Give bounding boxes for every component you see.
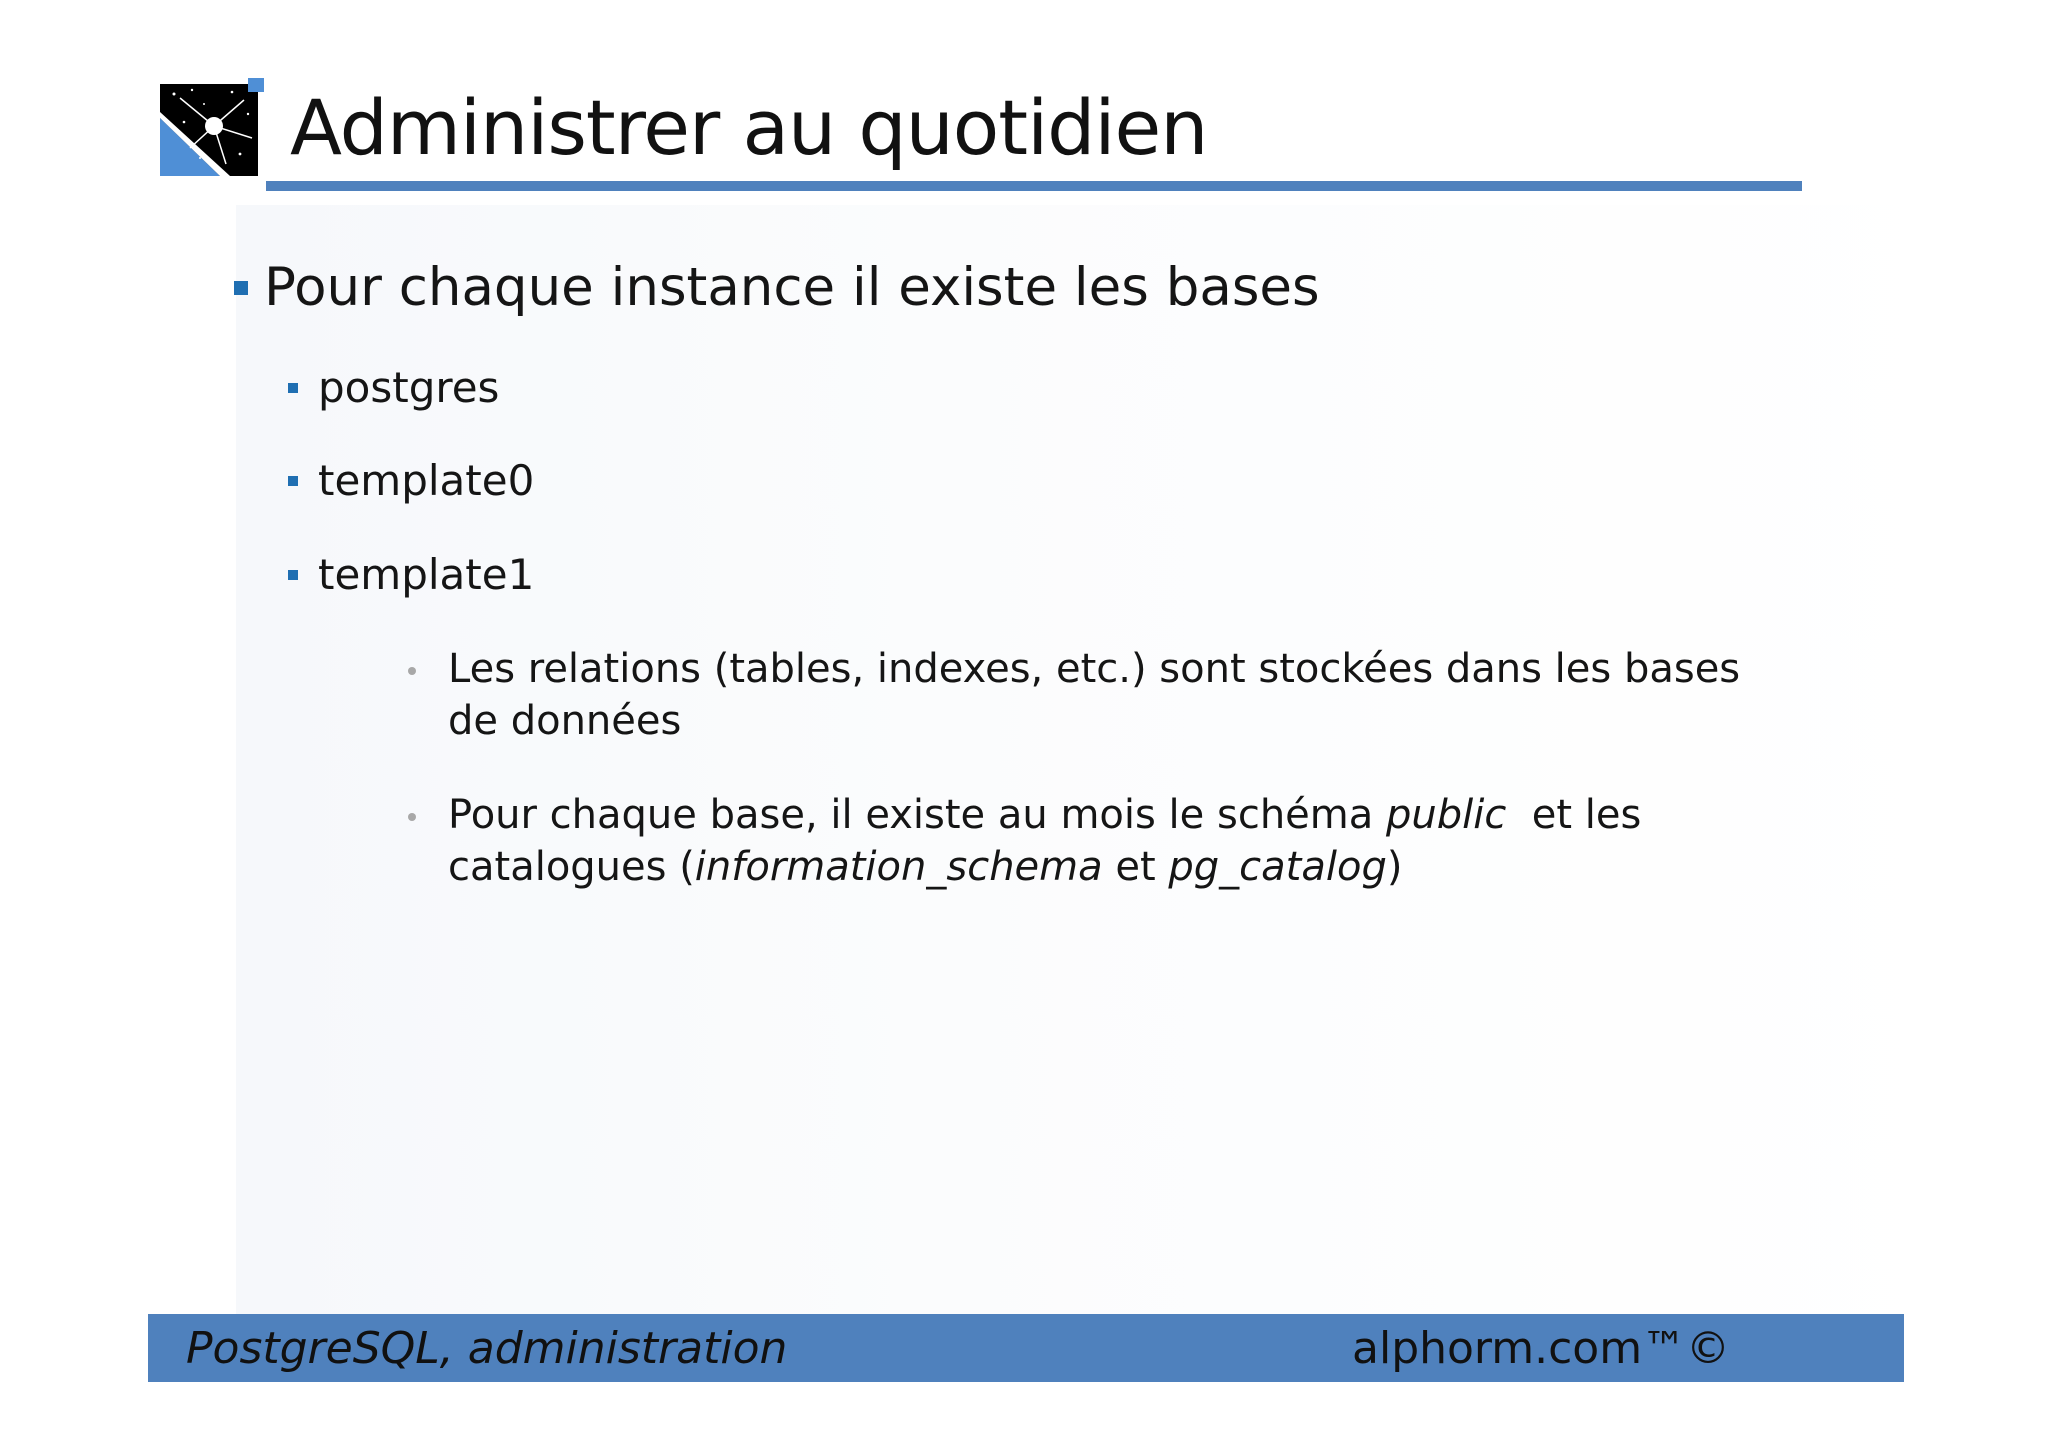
note-relations-line2: de données	[448, 698, 682, 744]
catalog-information-schema-term: information_schema	[694, 844, 1103, 890]
starfield-logo-icon	[160, 78, 264, 176]
bullet-dot-icon	[408, 667, 416, 675]
bullet-square-icon	[288, 383, 298, 393]
catalog-pg-catalog-term: pg_catalog	[1168, 844, 1387, 890]
bullet-square-icon	[288, 570, 298, 580]
bullet-square-icon	[234, 281, 248, 295]
database-item: template0	[318, 456, 535, 505]
note-schema-text: et les	[1506, 792, 1642, 838]
note-schema-text: et	[1102, 844, 1169, 890]
database-item: template1	[318, 550, 535, 599]
bullet-dot-icon	[408, 813, 416, 821]
note-schema-line2	[448, 841, 1402, 893]
note-schema-text: Pour chaque base, il existe au mois le schéma	[448, 792, 1386, 838]
slide-title: Administrer au quotidien	[290, 83, 1208, 172]
database-item: postgres	[318, 363, 500, 412]
main-bullet-text: Pour chaque instance il existe les bases	[264, 257, 1320, 318]
note-schema-text: catalogues (	[448, 844, 695, 890]
note-relations-line1: Les relations (tables, indexes, etc.) sont stockées dans les bases	[448, 646, 1741, 692]
footer-brand: alphorm.com™©	[1352, 1323, 1731, 1374]
title-underline	[266, 181, 1802, 191]
note-schema-text: )	[1386, 844, 1403, 890]
note-schema-line1	[448, 789, 1641, 841]
footer-course-title: PostgreSQL, administration	[186, 1323, 788, 1374]
schema-public-term: public	[1385, 792, 1507, 838]
bullet-square-icon	[288, 476, 298, 486]
